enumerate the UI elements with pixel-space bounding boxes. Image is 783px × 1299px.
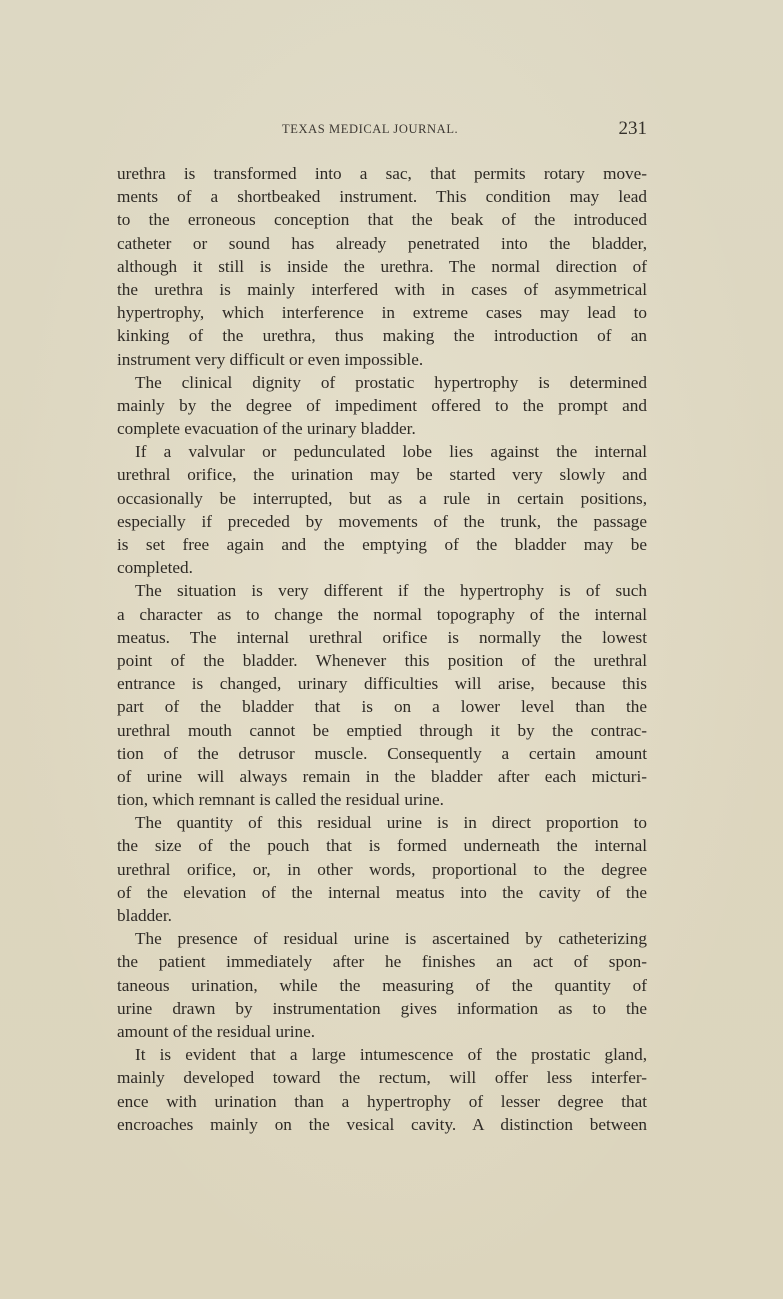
text-line: catheter or sound has already penetrated into the bladder, [117,233,647,253]
text-line: mainly by the degree of impediment offered to the prompt and [117,395,647,415]
text-line: although it still is inside the urethra. The normal direction of [117,256,647,276]
text-line: tion of the detrusor muscle. Consequently a certain amount [117,743,647,763]
text-line: urethral orifice, the urination may be started very slowly and [117,465,647,485]
text-line: the patient immediately after he finishes an act of spon- [117,952,647,972]
text-line: to the erroneous conception that the beak of the introduced [117,210,647,230]
text-line: ence with urination than a hypertrophy of lesser degree that [117,1091,647,1111]
text-line: completed. [117,558,193,578]
text-line: the size of the pouch that is formed underneath the internal [117,836,647,856]
text-line: a character as to change the normal topography of the internal [117,604,647,624]
paragraph [117,371,647,441]
text-line: the urethra is mainly interfered with in cases of asymmetrical [117,279,647,299]
text-line: taneous urination, while the measuring of the quantity of [117,975,647,995]
text-line: instrument very difficult or even impossible. [117,349,424,369]
text-line: of urine will always remain in the bladder after each micturi- [117,766,647,786]
paragraph [117,927,647,1043]
text-line: encroaches mainly on the vesical cavity. A distinction between [117,1114,647,1134]
text-line: mainly developed toward the rectum, will offer less interfer- [117,1068,647,1088]
text-line: It is evident that a large intumescence of the prostatic gland, [135,1045,647,1065]
paragraph [117,579,647,811]
paragraph [117,1043,647,1136]
text-line: ments of a shortbeaked instrument. This condition may lead [117,187,647,207]
text-line: If a valvular or pedunculated lobe lies against the internal [135,442,647,462]
text-line: complete evacuation of the urinary bladder. [117,419,416,439]
text-line: point of the bladder. Whenever this position of the urethral [117,650,647,670]
text-line: of the elevation of the internal meatus into the cavity of the [117,882,647,902]
text-line: tion, which remnant is called the residual urine. [117,790,444,810]
text-line: The quantity of this residual urine is in direct proportion to [135,813,647,833]
text-line: urethral mouth cannot be emptied through it by the contrac- [117,720,647,740]
text-line: urethral orifice, or, in other words, proportional to the degree [117,859,647,879]
text-line: urine drawn by instrumentation gives information as to the [117,998,647,1018]
text-line: especially if preceded by movements of the trunk, the passage [117,511,647,531]
text-line: meatus. The internal urethral orifice is normally the lowest [117,627,647,647]
paragraph [117,162,647,371]
paragraph [117,811,647,927]
text-line: The situation is very different if the hypertrophy is of such [135,581,647,601]
page-number: 231 [618,118,647,139]
text-line: hypertrophy, which interference in extreme cases may lead to [117,303,647,323]
running-head [117,118,647,142]
text-line: is set free again and the emptying of the bladder may be [117,535,647,554]
text-line: occasionally be interrupted, but as a rule in certain positions, [117,488,647,508]
text-line: The clinical dignity of prostatic hypertrophy is determined [135,372,647,392]
text-line: The presence of residual urine is ascertained by catheterizing [135,929,647,949]
paragraph [117,440,647,579]
text-line: bladder. [117,906,172,925]
text-line: amount of the residual urine. [117,1021,316,1041]
text-line: part of the bladder that is on a lower level than the [117,697,647,717]
running-title: TEXAS MEDICAL JOURNAL. [282,122,459,136]
text-line: urethra is transformed into a sac, that permits rotary move- [117,164,647,183]
text-line: entrance is changed, urinary difficulties will arise, because this [117,674,647,694]
body-text [117,162,647,1136]
text-line: kinking of the urethra, thus making the introduction of an [117,326,647,346]
